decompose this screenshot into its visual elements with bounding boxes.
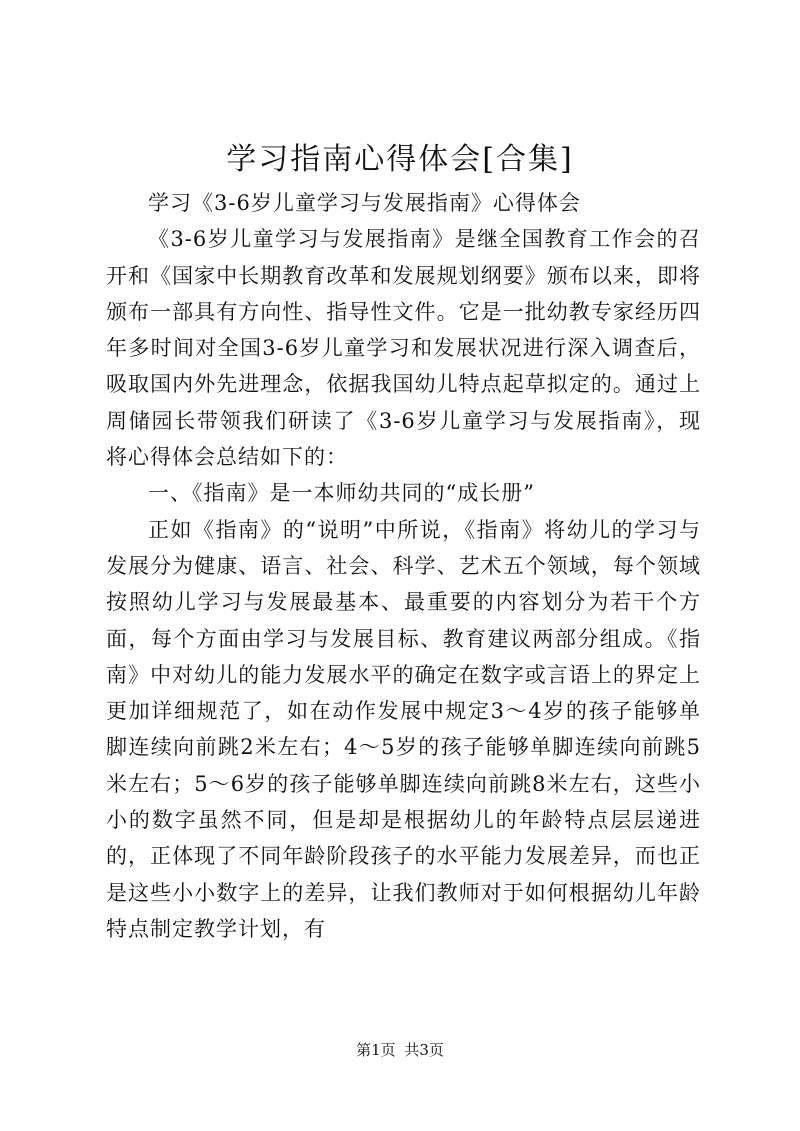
section-paragraph: 正如《指南》的“说明”中所说，《指南》将幼儿的学习与发展分为健康、语言、社会、科学、艺术五个领域，每个领域按照幼儿学习与发展最基本、最重要的内容划分为若干个方面，每个方面由学习与发展目标、教育建议两部分组成。《指南》中对幼儿的能力发展水平的确定在数字或言语上的界定上更加详细规范了，如在动作发展中规定3～4岁的孩子能够单脚连续向前跳2米左右；4～5岁的孩子能够单脚连续向前跳5米左右；5～6岁的孩子能够单脚连续向前跳8米左右，这些小小的数字虽然不同，但是却是根据幼儿的年龄特点层层递进的，正体现了不同年龄阶段孩子的水平能力发展差异，而也正是这些小小数字上的差异，让我们教师对于如何根据幼儿年龄特点制定教学计划，有: [106, 517, 701, 941]
subtitle-paragraph: 学习《3-6岁儿童学习与发展指南》心得体会: [148, 191, 581, 215]
page-number: 第1页: [356, 1041, 396, 1059]
intro-paragraph: 《3-6岁儿童学习与发展指南》是继全国教育工作会的召开和《国家中长期教育改革和发展规划纲要》颁布以来，即将颁布一部具有方向性、指导性文件。它是一批幼教专家经历四年多时间对全国3-6岁儿童学习和发展状况进行深入调查后，吸取国内外先进理念，依据我国幼儿特点起草拟定的。通过上周储园长带领我们研读了《3-6岁儿童学习与发展指南》，现将心得体会总结如下的：: [106, 227, 701, 470]
section-heading: 一、《指南》是一本师幼共同的“成长册”: [148, 481, 535, 506]
document-body: [106, 185, 701, 947]
page-footer: [0, 1040, 800, 1060]
page-total: 共3页: [404, 1041, 444, 1059]
document-title: 学习指南心得体会[合集]: [226, 142, 574, 177]
